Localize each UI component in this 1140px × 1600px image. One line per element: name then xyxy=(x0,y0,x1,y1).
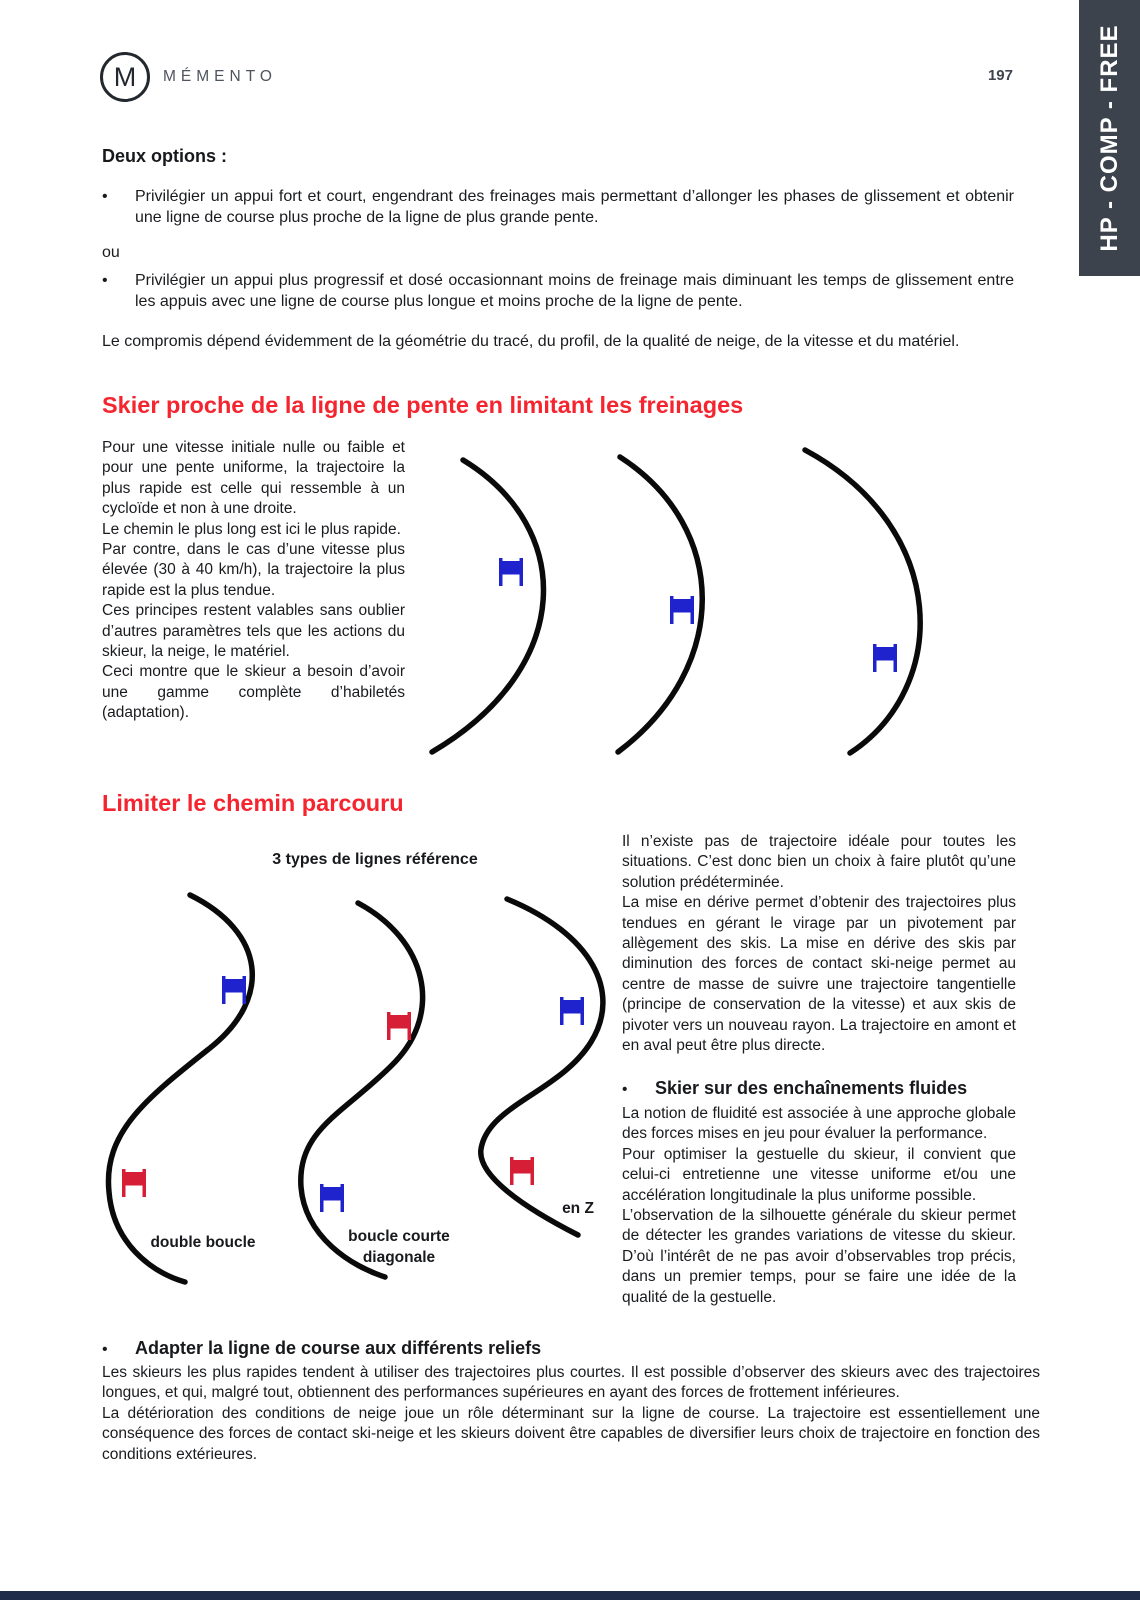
gate-icon-blue xyxy=(499,558,523,586)
gate-icon-red xyxy=(387,1012,411,1040)
chapter-tab-label: HP - COMP - FREE xyxy=(1095,24,1123,252)
paragraph: Il n’existe pas de trajectoire idéale pour toutes les situations. C’est donc bien un choix à faire plutôt qu’une solution prédéterminée. xyxy=(622,833,1016,891)
reliefs-heading: Adapter la ligne de course aux différents reliefs xyxy=(135,1338,542,1358)
diagram-title: 3 types de lignes référence xyxy=(272,851,478,868)
bullet-icon xyxy=(102,187,135,228)
bullet-icon xyxy=(622,1080,655,1100)
paragraph: Ceci montre que le skieur a besoin d’avoir une gamme complète d’habiletés (adaptation). xyxy=(102,663,405,722)
reliefs-heading-row xyxy=(102,1338,1040,1359)
gate-icon-blue xyxy=(222,976,246,1004)
gate-icon-blue xyxy=(320,1184,344,1212)
option-bullet-1-text: Privilégier un appui fort et court, engendrant des freinages mais permettant d’allonger les phases de glissement et obtenir une ligne de course plus proche de la ligne de plus grande pente. xyxy=(135,188,1014,226)
double-boucle-curve xyxy=(108,895,252,1282)
options-note: Le compromis dépend évidemment de la géométrie du tracé, du profil, de la qualité de neige, de la vitesse et du matériel. xyxy=(102,333,960,350)
paragraph: Pour optimiser la gestuelle du skieur, il convient que celui-ci entretienne une vitesse uniforme et/ou une accélération longitudinale la plus uniforme possible. xyxy=(622,1145,1016,1204)
limiter-text-column xyxy=(622,832,1016,1308)
trajectory-curve-3 xyxy=(805,450,920,753)
gate-icon-red xyxy=(122,1169,146,1197)
paragraph: Les skieurs les plus rapides tendent à utiliser des trajectoires plus courtes. Il est possible d’observer des skieurs avec des trajectoires longues, et qui, malgré tout, obtiennent des performances supérieures en ayant des forces de frottement inférieures. xyxy=(102,1364,1040,1402)
options-heading: Deux options : xyxy=(102,146,227,166)
boucle-courte-label-line1: boucle courte xyxy=(348,1228,450,1245)
paragraph: Ces principes restent valables sans oublier d’autres paramètres tels que les actions du skieur, la neige, le matériel. xyxy=(102,602,405,661)
fluides-heading: Skier sur des enchaînements fluides xyxy=(655,1078,968,1099)
gate-icon-blue xyxy=(873,644,897,672)
boucle-courte-curve xyxy=(301,903,423,1277)
paragraph: L’observation de la silhouette générale du skieur permet de détecter les grandes variations de vitesse du skieur. D’où l’intérêt de ne pas avoir d’observables trop précis, dans un premier temps, pour se faire une idée de la qualité de la gestuelle. xyxy=(622,1206,1016,1306)
trajectory-curve-1 xyxy=(432,460,543,752)
gate-icon-blue xyxy=(670,596,694,624)
memento-logo xyxy=(100,52,150,102)
option-bullet-1 xyxy=(102,187,1014,228)
paragraph: Le chemin le plus long est ici le plus rapide. xyxy=(102,520,401,538)
logo-letter: M xyxy=(113,61,137,92)
gate-icon-blue xyxy=(560,997,584,1025)
lines-reference-diagram xyxy=(95,870,615,1300)
trajectory-curves-diagram xyxy=(420,440,1060,762)
pente-text-column xyxy=(102,438,405,724)
fluides-heading-row xyxy=(622,1078,1016,1100)
en-z-label: en Z xyxy=(562,1200,594,1217)
paragraph: La notion de fluidité est associée à une approche globale des forces mises en jeu pour évaluer la performance. xyxy=(622,1104,1016,1143)
paragraph: La détérioration des conditions de neige joue un rôle déterminant sur la ligne de course. La trajectoire est essentiellement une conséquence des forces de contact ski-neige et les skieurs doivent être capables de diversifier leurs choix de trajectoire en fonction des conditions extérieures. xyxy=(102,1404,1040,1463)
paragraph: La mise en dérive permet d’obtenir des trajectoires plus tendues en gérant le virage par un pivotement par allègement des skis. La mise en dérive des skis par diminution des forces de contact ski-neige permet au centre de masse de suivre une trajectoire tangentielle (principe de conservation de la vitesse) et aux skis de pivoter vers un nouveau rayon. La trajectoire en amont et en aval peut être plus directe. xyxy=(622,894,1016,1055)
section-heading-limiter: Limiter le chemin parcouru xyxy=(102,790,404,816)
en-z-curve xyxy=(481,899,603,1235)
double-boucle-label: double boucle xyxy=(150,1234,256,1251)
gate-icon-red xyxy=(510,1157,534,1185)
bullet-icon xyxy=(102,1341,135,1359)
footer-band xyxy=(0,1591,1140,1600)
reliefs-text xyxy=(102,1363,1040,1465)
option-bullet-2 xyxy=(102,271,1014,312)
options-or: ou xyxy=(102,244,120,261)
page-number: 197 xyxy=(987,67,1013,84)
boucle-courte-label-line2: diagonale xyxy=(362,1249,436,1266)
paragraph: Par contre, dans le cas d’une vitesse plus élevée (30 à 40 km/h), la trajectoire la plus rapide est la plus tendue. xyxy=(102,541,405,599)
brand-title: MÉMENTO xyxy=(163,68,277,85)
bullet-icon xyxy=(102,271,135,312)
option-bullet-2-text: Privilégier un appui plus progressif et dosé occasionnant moins de freinage mais diminuant les temps de glissement entre les appuis avec une ligne de course plus longue et moins proche de la ligne de pente. xyxy=(135,272,1014,310)
section-heading-pente: Skier proche de la ligne de pente en limitant les freinages xyxy=(102,392,744,418)
paragraph: Pour une vitesse initiale nulle ou faible et pour une pente uniforme, la trajectoire la plus rapide est celle qui ressemble à un cycloïde et non à une droite. xyxy=(102,439,405,518)
chapter-tab xyxy=(1079,0,1140,276)
